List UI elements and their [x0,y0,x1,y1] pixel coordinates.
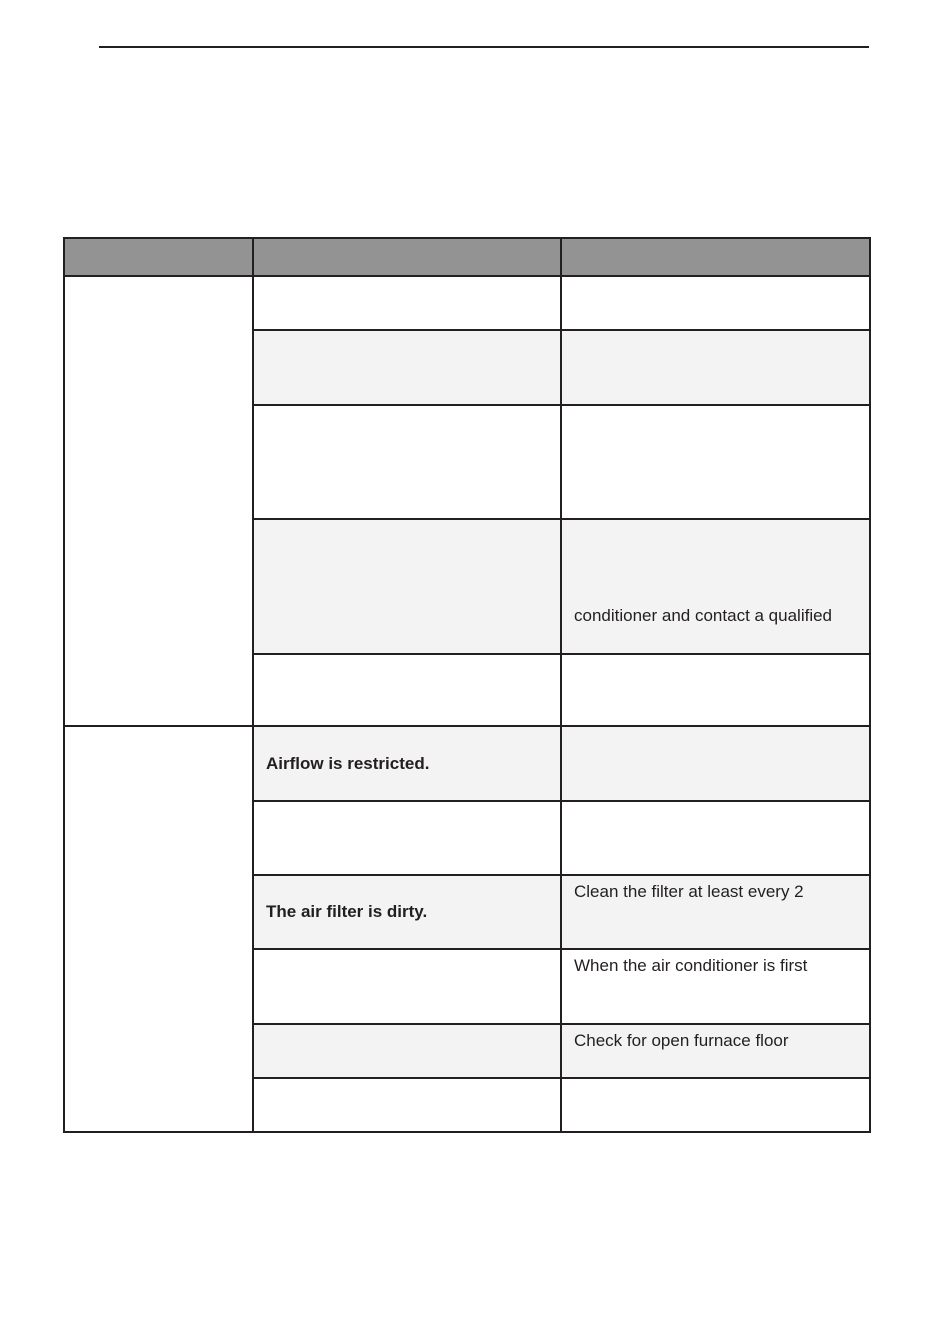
solution-cell [561,949,870,1024]
cause-text: The air filter is dirty. [266,902,428,921]
solution-text [562,802,869,818]
solution-text [562,727,869,743]
solution-cell [561,654,870,726]
solution-cell [561,276,870,330]
solution-cell [561,519,870,654]
solution-text: Clean the filter at least every 2 [574,882,804,901]
cause-text [254,950,560,966]
cause-cell [253,801,561,875]
cause-cell [253,654,561,726]
solution-text: conditioner and contact a qualified [574,606,833,625]
solution-cell [561,726,870,801]
troubleshooting-table [63,237,871,1133]
solution-text [562,1079,869,1095]
cause-text: Airflow is restricted. [266,753,430,773]
cause-text [254,1079,560,1095]
solution-cell [561,801,870,875]
solution-cell [561,1024,870,1078]
table-row [64,726,870,801]
solution-cell [561,405,870,519]
solution-text: When the air conditioner is first [574,956,808,975]
solution-cell [561,1078,870,1132]
cause-cell [253,276,561,330]
problem-cell-2 [64,726,253,1132]
header-solution [561,238,870,276]
table-header-row [64,238,870,276]
cause-cell [253,726,561,801]
problem-cell-1 [64,276,253,726]
cause-cell [253,1024,561,1078]
cause-cell [253,330,561,405]
cause-cell [253,1078,561,1132]
header-problem [64,238,253,276]
cause-cell [253,949,561,1024]
solution-cell [561,330,870,405]
table-row [64,276,870,330]
cause-cell [253,405,561,519]
solution-text: Check for open furnace floor [574,1031,789,1050]
cause-cell [253,875,561,949]
cause-text [254,802,560,818]
top-rule [99,46,869,48]
cause-cell [253,519,561,654]
solution-cell [561,875,870,949]
header-cause [253,238,561,276]
cause-text [254,1025,560,1041]
